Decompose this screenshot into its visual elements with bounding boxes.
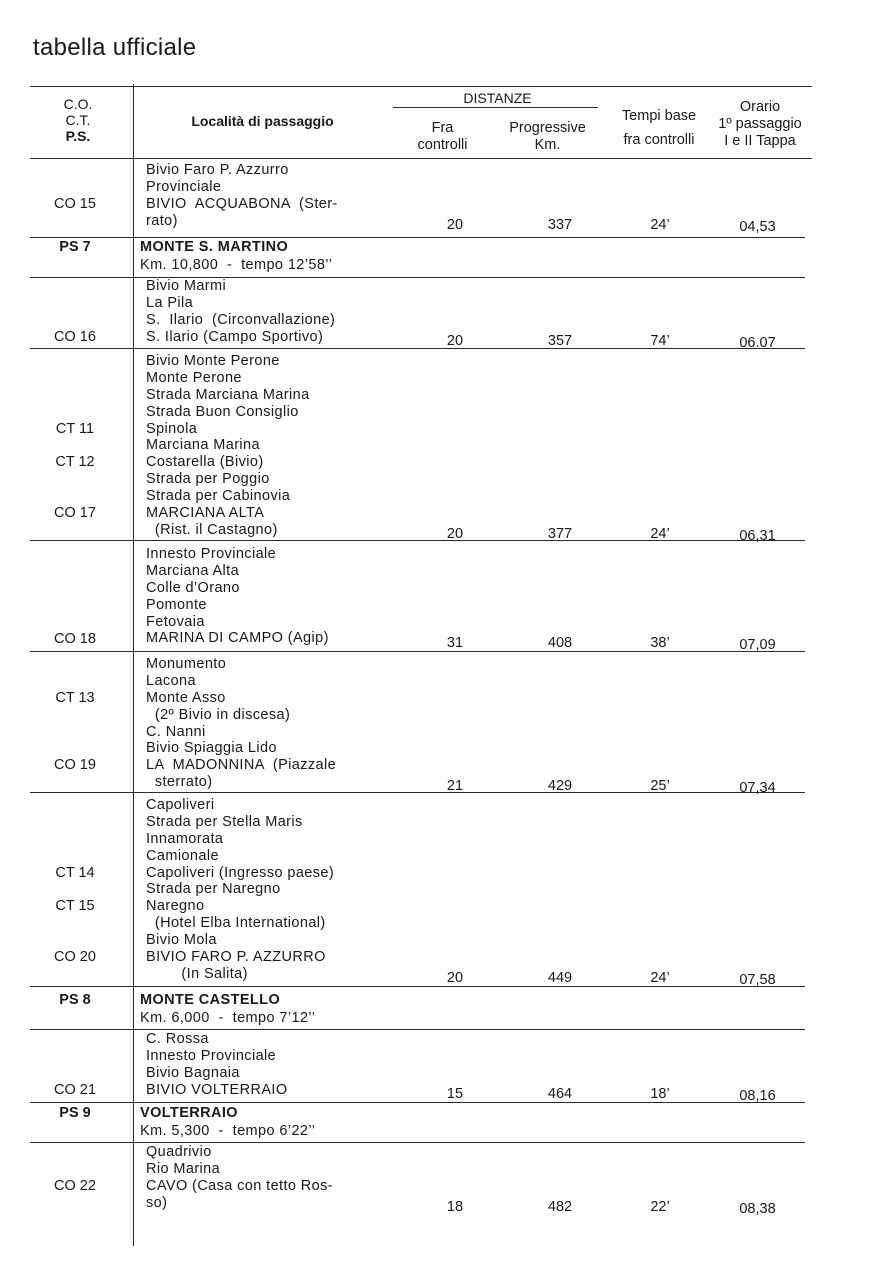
location-line: Fetovaia — [146, 613, 205, 630]
orario-passaggio: 06.07 — [739, 334, 776, 351]
distance-progressive: 429 — [547, 778, 573, 795]
location-line: (Hotel Elba International) — [146, 915, 326, 932]
location-line: C. Nanni — [146, 723, 206, 740]
location-line: Bivio Spiaggia Lido — [146, 740, 277, 757]
tempo-base: 24’ — [650, 216, 670, 233]
row-rule — [30, 237, 805, 238]
header-localita: Località di passaggio — [191, 113, 334, 129]
location-line: (In Salita) — [146, 965, 248, 982]
location-line: Capoliveri — [146, 797, 215, 813]
control-code: CO 18 — [54, 630, 96, 647]
distance-progressive: 482 — [547, 1198, 573, 1215]
location-line: Pomonte — [146, 596, 207, 613]
header-code-column: C.O. C.T. P.S. — [63, 96, 93, 144]
location-line: Bivio Monte Perone — [146, 353, 280, 369]
header-bottom-rule — [30, 158, 812, 159]
prova-speciale-code: PS 8 — [59, 992, 91, 1008]
location-line: CAVO (Casa con tetto Ros- — [146, 1177, 334, 1194]
table-column-divider — [133, 84, 134, 1246]
location-line: Monte Perone — [146, 369, 242, 386]
prova-speciale-km: Km. 10,800 - tempo 12’58’’ — [140, 257, 333, 273]
orario-passaggio: 07,34 — [739, 780, 776, 797]
control-code: CT 15 — [55, 898, 95, 915]
distance-fra-controlli: 18 — [446, 1198, 464, 1215]
location-line: so) — [146, 1194, 168, 1211]
tempo-base: 18’ — [650, 1085, 670, 1102]
location-line: Bivio Mola — [146, 932, 217, 949]
prova-speciale-name: MONTE S. MARTINO — [140, 239, 289, 255]
distance-fra-controlli: 20 — [446, 332, 464, 349]
distance-progressive: 449 — [547, 970, 573, 986]
row-rule — [30, 348, 805, 349]
location-line: (Rist. il Castagno) — [146, 521, 278, 538]
distanze-rule — [393, 107, 598, 108]
tempo-base: 22’ — [650, 1198, 670, 1215]
location-line: Strada per Cabinovia — [146, 488, 291, 505]
orario-passaggio: 08,38 — [739, 1200, 776, 1217]
row-rule — [30, 540, 805, 541]
row-rule — [30, 792, 805, 793]
orario-passaggio: 07,09 — [739, 636, 776, 653]
prova-speciale-code: PS 7 — [59, 239, 91, 255]
distance-progressive: 357 — [547, 332, 573, 349]
orario-passaggio: 06,31 — [739, 528, 776, 544]
control-code: CO 19 — [54, 757, 96, 774]
row-rule — [30, 1029, 805, 1030]
tempo-base: 25’ — [650, 778, 670, 795]
control-code: CO 16 — [54, 328, 96, 345]
location-list — [146, 546, 391, 647]
location-line: LA MADONNINA (Piazzale — [146, 757, 337, 774]
location-line: Quadrivio — [146, 1144, 212, 1160]
location-line: (2º Bivio in discesa) — [146, 706, 291, 723]
location-list — [146, 1031, 391, 1099]
location-line: Marciana Alta — [146, 562, 240, 579]
location-line: Innesto Provinciale — [146, 1047, 277, 1064]
tempo-base: 24’ — [650, 526, 670, 542]
distance-fra-controlli: 21 — [446, 778, 464, 795]
location-line: Camionale — [146, 847, 219, 864]
prova-speciale-km: Km. 6,000 - tempo 7’12’’ — [140, 1010, 316, 1026]
header-distanze: DISTANZE — [463, 90, 532, 106]
location-line: Rio Marina — [146, 1160, 221, 1177]
location-line: BIVIO VOLTERRAIO — [146, 1081, 288, 1098]
page-title: tabella ufficiale — [33, 34, 197, 61]
location-line: Strada per Naregno — [146, 881, 281, 898]
tempo-base: 38’ — [650, 634, 670, 651]
distance-progressive: 337 — [547, 216, 573, 233]
location-line: Bivio Marmi — [146, 278, 227, 294]
location-line: C. Rossa — [146, 1031, 209, 1047]
location-list — [146, 1144, 391, 1212]
header-orario: Orario 1º passaggio I e II Tappa — [718, 99, 802, 149]
control-code: CO 17 — [54, 505, 96, 522]
location-line: Naregno — [146, 898, 205, 915]
location-line: Strada Buon Consiglio — [146, 403, 299, 420]
location-line: sterrato) — [146, 774, 213, 791]
distance-progressive: 408 — [547, 634, 573, 651]
location-line: Strada per Stella Maris — [146, 813, 303, 830]
location-line: MARINA DI CAMPO (Agip) — [146, 630, 329, 647]
control-code: CO 15 — [54, 195, 96, 212]
control-code: CT 14 — [55, 864, 95, 881]
prova-speciale-km: Km. 5,300 - tempo 6’22’’ — [140, 1123, 316, 1139]
distance-fra-controlli: 20 — [446, 216, 464, 233]
location-line: Strada Marciana Marina — [146, 386, 310, 403]
tempo-base: 74’ — [650, 332, 670, 349]
control-code: CT 13 — [55, 689, 95, 706]
location-line: Innesto Provinciale — [146, 546, 277, 562]
location-line: BIVIO FARO P. AZZURRO — [146, 949, 326, 966]
location-list — [146, 353, 391, 539]
orario-passaggio: 04,53 — [739, 218, 776, 235]
row-rule — [30, 1142, 805, 1143]
location-line: Provinciale — [146, 178, 222, 195]
location-line: Lacona — [146, 672, 196, 689]
prova-speciale-code: PS 9 — [59, 1105, 91, 1121]
control-code: CT 12 — [55, 454, 95, 471]
location-line: Bivio Faro P. Azzurro — [146, 162, 289, 178]
location-list — [146, 162, 391, 230]
location-line: S. Ilario (Circonvallazione) — [146, 311, 336, 328]
row-rule — [30, 1102, 805, 1103]
location-line: rato) — [146, 212, 178, 229]
location-line: BIVIO ACQUABONA (Ster- — [146, 195, 338, 212]
header-progressive: Progressive Km. — [509, 120, 586, 153]
row-rule — [30, 986, 805, 987]
header-fra-controlli: Fra controlli — [417, 120, 468, 153]
location-line: Monumento — [146, 656, 227, 672]
location-line: Innamorata — [146, 830, 224, 847]
table-top-rule — [30, 86, 812, 87]
prova-speciale-name: MONTE CASTELLO — [140, 992, 281, 1008]
location-line: Spinola — [146, 420, 198, 437]
location-list — [146, 656, 391, 791]
distance-fra-controlli: 20 — [446, 970, 464, 986]
row-rule — [30, 651, 805, 652]
orario-passaggio: 07,58 — [739, 972, 776, 988]
distance-fra-controlli: 15 — [446, 1085, 464, 1102]
location-list — [146, 797, 391, 983]
location-line: Strada per Poggio — [146, 471, 270, 488]
distance-progressive: 464 — [547, 1085, 573, 1102]
location-line: Monte Asso — [146, 689, 226, 706]
location-line: Costarella (Bivio) — [146, 454, 264, 471]
location-line: Bivio Bagnaia — [146, 1064, 240, 1081]
distance-progressive: 377 — [547, 526, 573, 542]
location-line: MARCIANA ALTA — [146, 505, 265, 522]
location-line: Capoliveri (Ingresso paese) — [146, 864, 335, 881]
orario-passaggio: 08,16 — [739, 1087, 776, 1104]
prova-speciale-name: VOLTERRAIO — [140, 1105, 238, 1121]
location-list — [146, 278, 391, 346]
control-code: CO 20 — [54, 949, 96, 966]
distance-fra-controlli: 31 — [446, 634, 464, 651]
location-line: Colle d’Orano — [146, 579, 240, 596]
location-line: S. Ilario (Campo Sportivo) — [146, 328, 324, 345]
control-code: CO 22 — [54, 1177, 96, 1194]
tempo-base: 24’ — [650, 970, 670, 986]
location-line: Marciana Marina — [146, 437, 260, 454]
header-tempi-base: Tempi base fra controlli — [621, 108, 697, 148]
control-code: CO 21 — [54, 1081, 96, 1098]
distance-fra-controlli: 20 — [446, 526, 464, 542]
location-line: La Pila — [146, 294, 194, 311]
control-code: CT 11 — [55, 420, 95, 437]
